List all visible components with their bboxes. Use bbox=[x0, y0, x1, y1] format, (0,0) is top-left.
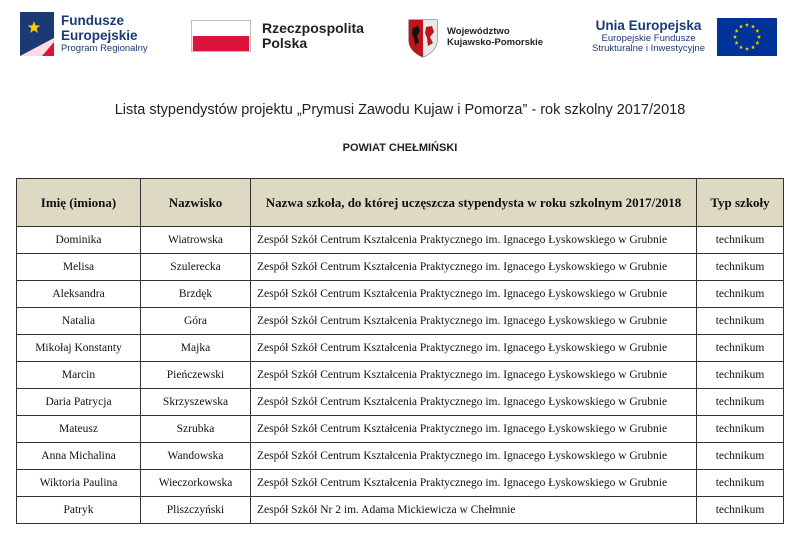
cell-school-type: technikum bbox=[697, 308, 784, 335]
cell-first-name: Wiktoria Paulina bbox=[17, 470, 141, 497]
cell-last-name: Pliszczyński bbox=[141, 497, 251, 524]
logo-strip bbox=[0, 8, 800, 64]
cell-school-type: technikum bbox=[697, 497, 784, 524]
cell-school-type: technikum bbox=[697, 389, 784, 416]
rzeczpospolita-logo bbox=[191, 20, 364, 52]
table-body bbox=[17, 227, 784, 524]
document-title: Lista stypendystów projektu „Prymusi Zawodu Kujaw i Pomorza” - rok szkolny 2017/2018 bbox=[114, 102, 686, 118]
unia-line1: Unia Europejska bbox=[595, 18, 702, 34]
table-row bbox=[17, 254, 784, 281]
cell-last-name: Brzdęk bbox=[141, 281, 251, 308]
cell-school-name: Zespół Szkół Centrum Kształcenia Praktycznego im. Ignacego Łyskowskiego w Grubnie bbox=[251, 281, 697, 308]
cell-school-name: Zespół Szkół Centrum Kształcenia Praktycznego im. Ignacego Łyskowskiego w Grubnie bbox=[251, 227, 697, 254]
cell-school-name: Zespół Szkół Centrum Kształcenia Praktycznego im. Ignacego Łyskowskiego w Grubnie bbox=[251, 335, 697, 362]
table-row bbox=[17, 335, 784, 362]
header-last-name: Nazwisko bbox=[141, 179, 251, 227]
eu-flag-icon bbox=[717, 18, 777, 56]
cell-first-name: Patryk bbox=[17, 497, 141, 524]
unia-europejska-logo bbox=[592, 18, 777, 56]
header-first-name: Imię (imiona) bbox=[17, 179, 141, 227]
fundusze-europejskie-icon bbox=[20, 12, 54, 56]
cell-school-type: technikum bbox=[697, 362, 784, 389]
table-row bbox=[17, 227, 784, 254]
cell-last-name: Skrzyszewska bbox=[141, 389, 251, 416]
cell-school-name: Zespół Szkół Centrum Kształcenia Praktycznego im. Ignacego Łyskowskiego w Grubnie bbox=[251, 308, 697, 335]
kujawsko-pomorskie-logo bbox=[406, 18, 543, 58]
document-subtitle: POWIAT CHEŁMIŃSKI bbox=[342, 142, 458, 154]
header-school-type: Typ szkoły bbox=[697, 179, 784, 227]
cell-school-name: Zespół Szkół Nr 2 im. Adama Mickiewicza w Chełmnie bbox=[251, 497, 697, 524]
cell-school-name: Zespół Szkół Centrum Kształcenia Praktycznego im. Ignacego Łyskowskiego w Grubnie bbox=[251, 389, 697, 416]
cell-school-type: technikum bbox=[697, 443, 784, 470]
table-row bbox=[17, 497, 784, 524]
cell-school-name: Zespół Szkół Centrum Kształcenia Praktycznego im. Ignacego Łyskowskiego w Grubnie bbox=[251, 362, 697, 389]
table-row bbox=[17, 443, 784, 470]
polish-flag-icon bbox=[191, 20, 251, 52]
cell-school-type: technikum bbox=[697, 335, 784, 362]
cell-first-name: Melisa bbox=[17, 254, 141, 281]
cell-school-type: technikum bbox=[697, 227, 784, 254]
rzeczpospolita-line2: Polska bbox=[262, 35, 308, 51]
cell-last-name: Wandowska bbox=[141, 443, 251, 470]
coat-of-arms-icon bbox=[406, 18, 440, 58]
cell-last-name: Wiatrowska bbox=[141, 227, 251, 254]
table-row bbox=[17, 470, 784, 497]
cell-first-name: Daria Patrycja bbox=[17, 389, 141, 416]
table-row bbox=[17, 308, 784, 335]
unia-line3: Strukturalne i Inwestycyjne bbox=[592, 43, 705, 55]
table-row bbox=[17, 389, 784, 416]
fundusze-line3: Program Regionalny bbox=[61, 42, 148, 54]
cell-last-name: Szulerecka bbox=[141, 254, 251, 281]
cell-school-type: technikum bbox=[697, 281, 784, 308]
cell-last-name: Góra bbox=[141, 308, 251, 335]
cell-first-name: Aleksandra bbox=[17, 281, 141, 308]
cell-school-name: Zespół Szkół Centrum Kształcenia Praktycznego im. Ignacego Łyskowskiego w Grubnie bbox=[251, 443, 697, 470]
cell-first-name: Dominika bbox=[17, 227, 141, 254]
cell-school-type: technikum bbox=[697, 470, 784, 497]
cell-last-name: Majka bbox=[141, 335, 251, 362]
cell-first-name: Mateusz bbox=[17, 416, 141, 443]
cell-school-name: Zespół Szkół Centrum Kształcenia Praktycznego im. Ignacego Łyskowskiego w Grubnie bbox=[251, 416, 697, 443]
wojewodztwo-line2: Kujawsko-Pomorskie bbox=[447, 37, 544, 48]
fundusze-europejskie-logo bbox=[20, 12, 148, 56]
table-row bbox=[17, 281, 784, 308]
table-row bbox=[17, 362, 784, 389]
cell-first-name: Natalia bbox=[17, 308, 141, 335]
fundusze-line1: Fundusze bbox=[61, 13, 124, 29]
wojewodztwo-line1: Województwo bbox=[447, 26, 510, 38]
cell-first-name: Marcin bbox=[17, 362, 141, 389]
scholarship-table bbox=[16, 178, 784, 524]
cell-first-name: Anna Michalina bbox=[17, 443, 141, 470]
unia-line2: Europejskie Fundusze bbox=[601, 32, 696, 44]
cell-school-name: Zespół Szkół Centrum Kształcenia Praktycznego im. Ignacego Łyskowskiego w Grubnie bbox=[251, 254, 697, 281]
cell-school-name: Zespół Szkół Centrum Kształcenia Praktycznego im. Ignacego Łyskowskiego w Grubnie bbox=[251, 470, 697, 497]
cell-first-name: Mikołaj Konstanty bbox=[17, 335, 141, 362]
table-row bbox=[17, 416, 784, 443]
header-school-name: Nazwa szkoła, do której uczęszcza stypendysta w roku szkolnym 2017/2018 bbox=[251, 179, 697, 227]
table-header-row bbox=[17, 179, 784, 227]
cell-school-type: technikum bbox=[697, 416, 784, 443]
cell-school-type: technikum bbox=[697, 254, 784, 281]
cell-last-name: Wieczorkowska bbox=[141, 470, 251, 497]
rzeczpospolita-line1: Rzeczpospolita bbox=[262, 20, 364, 37]
cell-last-name: Pieńczewski bbox=[141, 362, 251, 389]
fundusze-line2: Europejskie bbox=[61, 27, 138, 43]
cell-last-name: Szrubka bbox=[141, 416, 251, 443]
